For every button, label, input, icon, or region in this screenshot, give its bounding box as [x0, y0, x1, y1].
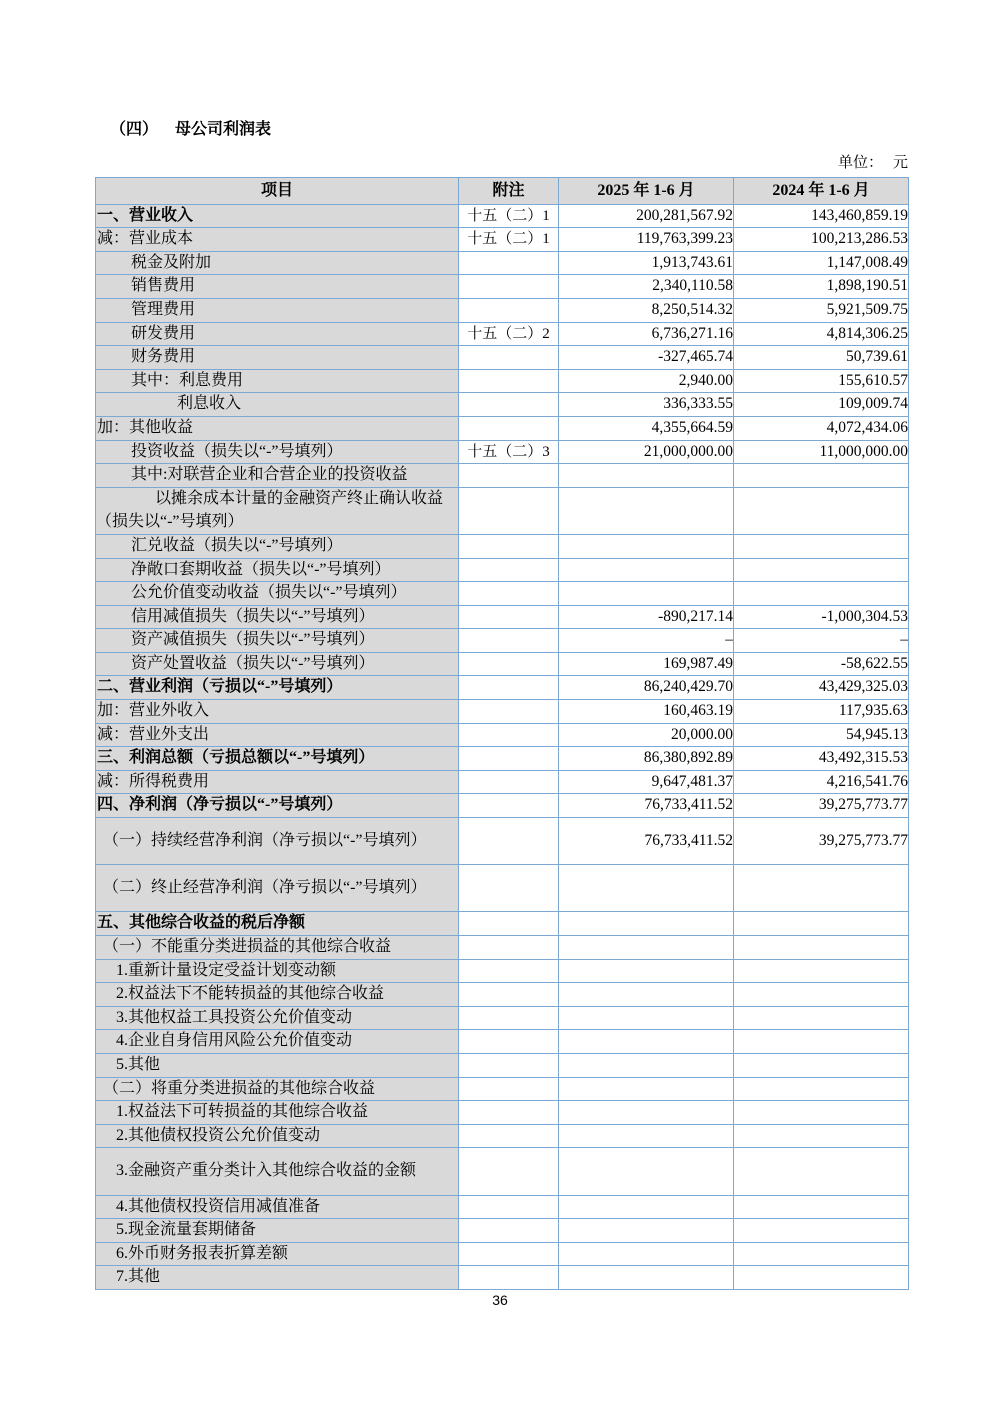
- value-2025-cell: [559, 1124, 734, 1148]
- table-row: [96, 700, 909, 724]
- item-cell: 3.金融资产重分类计入其他综合收益的金额: [96, 1148, 459, 1195]
- item-cell: 公允价值变动收益（损失以“-”号填列）: [96, 582, 459, 606]
- note-cell: [459, 464, 559, 488]
- table-row: [96, 676, 909, 700]
- value-2024-cell: 109,009.74: [734, 393, 909, 417]
- value-2024-cell: 100,213,286.53: [734, 228, 909, 252]
- value-2025-cell: [559, 1219, 734, 1243]
- value-2024-cell: 1,898,190.51: [734, 275, 909, 299]
- table-row: [96, 1030, 909, 1054]
- note-cell: [459, 369, 559, 393]
- value-2025-cell: 86,240,429.70: [559, 676, 734, 700]
- table-row: [96, 652, 909, 676]
- note-cell: 十五（二）1: [459, 228, 559, 252]
- table-row: [96, 204, 909, 228]
- value-2025-cell: 160,463.19: [559, 700, 734, 724]
- item-cell: 资产处置收益（损失以“-”号填列）: [96, 652, 459, 676]
- value-2024-cell: 11,000,000.00: [734, 440, 909, 464]
- value-2025-cell: [559, 464, 734, 488]
- value-2025-cell: 21,000,000.00: [559, 440, 734, 464]
- note-cell: [459, 605, 559, 629]
- item-cell: 四、净利润（净亏损以“-”号填列）: [96, 794, 459, 818]
- table-row: [96, 794, 909, 818]
- table-row: [96, 959, 909, 983]
- item-cell: 1.权益法下可转损益的其他综合收益: [96, 1101, 459, 1125]
- note-cell: [459, 416, 559, 440]
- value-2024-cell: 5,921,509.75: [734, 298, 909, 322]
- header-item: 项目: [96, 178, 459, 205]
- item-cell: （一）持续经营净利润（净亏损以“-”号填列）: [96, 818, 459, 865]
- value-2024-cell: 143,460,859.19: [734, 204, 909, 228]
- value-2025-cell: [559, 534, 734, 558]
- value-2024-cell: [734, 487, 909, 534]
- note-cell: [459, 1077, 559, 1101]
- table-row: [96, 440, 909, 464]
- value-2025-cell: [559, 582, 734, 606]
- table-row: [96, 275, 909, 299]
- value-2024-cell: 39,275,773.77: [734, 818, 909, 865]
- title-text: 母公司利润表: [175, 121, 272, 138]
- table-header-row: [96, 178, 909, 205]
- note-cell: [459, 912, 559, 936]
- item-cell: 6.外币财务报表折算差额: [96, 1242, 459, 1266]
- note-cell: [459, 1053, 559, 1077]
- value-2024-cell: [734, 582, 909, 606]
- page-number: 36: [492, 1292, 508, 1308]
- item-cell: 净敞口套期收益（损失以“-”号填列）: [96, 558, 459, 582]
- note-cell: [459, 865, 559, 912]
- value-2024-cell: [734, 558, 909, 582]
- item-cell: 其中:对联营企业和合营企业的投资收益: [96, 464, 459, 488]
- item-cell: 2.权益法下不能转损益的其他综合收益: [96, 983, 459, 1007]
- value-2024-cell: 43,492,315.53: [734, 747, 909, 771]
- note-cell: [459, 629, 559, 653]
- value-2025-cell: 9,647,481.37: [559, 770, 734, 794]
- value-2024-cell: –: [734, 629, 909, 653]
- value-2025-cell: [559, 1195, 734, 1219]
- item-cell: 以摊余成本计量的金融资产终止确认收益（损失以“-”号填列）: [96, 487, 459, 534]
- item-cell: 减：营业成本: [96, 228, 459, 252]
- unit-label: 单位：: [837, 155, 883, 171]
- item-cell: 2.其他债权投资公允价值变动: [96, 1124, 459, 1148]
- table-row: [96, 723, 909, 747]
- value-2024-cell: [734, 1053, 909, 1077]
- value-2025-cell: [559, 1030, 734, 1054]
- value-2024-cell: [734, 1101, 909, 1125]
- note-cell: [459, 275, 559, 299]
- item-cell: 五、其他综合收益的税后净额: [96, 912, 459, 936]
- unit-value: 元: [892, 155, 908, 171]
- table-row: [96, 605, 909, 629]
- value-2024-cell: 155,610.57: [734, 369, 909, 393]
- section-number: （四）: [110, 121, 159, 138]
- value-2025-cell: [559, 1242, 734, 1266]
- table-row: [96, 1242, 909, 1266]
- note-cell: [459, 298, 559, 322]
- note-cell: [459, 1148, 559, 1195]
- item-cell: 投资收益（损失以“-”号填列）: [96, 440, 459, 464]
- value-2024-cell: 117,935.63: [734, 700, 909, 724]
- value-2025-cell: 76,733,411.52: [559, 794, 734, 818]
- table-row: [96, 747, 909, 771]
- note-cell: [459, 936, 559, 960]
- value-2025-cell: [559, 1101, 734, 1125]
- note-cell: [459, 770, 559, 794]
- table-row: [96, 1266, 909, 1290]
- item-cell: 管理费用: [96, 298, 459, 322]
- table-row: [96, 1077, 909, 1101]
- table-row: [96, 1148, 909, 1195]
- value-2025-cell: 2,940.00: [559, 369, 734, 393]
- note-cell: [459, 1124, 559, 1148]
- value-2024-cell: [734, 1006, 909, 1030]
- table-row: [96, 346, 909, 370]
- table-row: [96, 865, 909, 912]
- note-cell: [459, 1006, 559, 1030]
- header-2024: 2024 年 1-6 月: [734, 178, 909, 205]
- value-2024-cell: [734, 1030, 909, 1054]
- note-cell: [459, 818, 559, 865]
- table-row: [96, 818, 909, 865]
- item-cell: 税金及附加: [96, 251, 459, 275]
- item-cell: 加：营业外收入: [96, 700, 459, 724]
- value-2024-cell: [734, 1077, 909, 1101]
- value-2025-cell: 200,281,567.92: [559, 204, 734, 228]
- value-2024-cell: 54,945.13: [734, 723, 909, 747]
- table-row: [96, 487, 909, 534]
- item-cell: 4.企业自身信用风险公允价值变动: [96, 1030, 459, 1054]
- table-row: [96, 1124, 909, 1148]
- item-cell: 研发费用: [96, 322, 459, 346]
- value-2025-cell: [559, 865, 734, 912]
- value-2025-cell: [559, 1006, 734, 1030]
- table-row: [96, 322, 909, 346]
- value-2024-cell: [734, 959, 909, 983]
- item-cell: 3.其他权益工具投资公允价值变动: [96, 1006, 459, 1030]
- note-cell: [459, 747, 559, 771]
- value-2025-cell: 20,000.00: [559, 723, 734, 747]
- note-cell: [459, 582, 559, 606]
- table-row: [96, 464, 909, 488]
- value-2025-cell: [559, 1053, 734, 1077]
- table-row: [96, 629, 909, 653]
- table-row: [96, 393, 909, 417]
- table-row: [96, 416, 909, 440]
- value-2024-cell: 43,429,325.03: [734, 676, 909, 700]
- item-cell: 销售费用: [96, 275, 459, 299]
- note-cell: [459, 251, 559, 275]
- value-2025-cell: 2,340,110.58: [559, 275, 734, 299]
- value-2024-cell: [734, 1124, 909, 1148]
- item-cell: 信用减值损失（损失以“-”号填列）: [96, 605, 459, 629]
- item-cell: （一）不能重分类进损益的其他综合收益: [96, 936, 459, 960]
- value-2025-cell: [559, 959, 734, 983]
- note-cell: 十五（二）2: [459, 322, 559, 346]
- value-2025-cell: 169,987.49: [559, 652, 734, 676]
- note-cell: [459, 700, 559, 724]
- value-2024-cell: [734, 1148, 909, 1195]
- note-cell: [459, 1242, 559, 1266]
- item-cell: （二）终止经营净利润（净亏损以“-”号填列）: [96, 865, 459, 912]
- note-cell: [459, 1219, 559, 1243]
- value-2025-cell: 336,333.55: [559, 393, 734, 417]
- item-cell: 利息收入: [96, 393, 459, 417]
- value-2025-cell: [559, 1077, 734, 1101]
- value-2024-cell: 50,739.61: [734, 346, 909, 370]
- note-cell: [459, 1030, 559, 1054]
- value-2024-cell: 39,275,773.77: [734, 794, 909, 818]
- table-row: [96, 582, 909, 606]
- value-2025-cell: [559, 1148, 734, 1195]
- note-cell: [459, 346, 559, 370]
- income-statement-table: [95, 177, 909, 1290]
- value-2025-cell: 8,250,514.32: [559, 298, 734, 322]
- table-row: [96, 936, 909, 960]
- note-cell: [459, 1266, 559, 1290]
- value-2025-cell: 86,380,892.89: [559, 747, 734, 771]
- value-2025-cell: [559, 912, 734, 936]
- value-2024-cell: [734, 865, 909, 912]
- value-2025-cell: 1,913,743.61: [559, 251, 734, 275]
- value-2025-cell: [559, 936, 734, 960]
- value-2025-cell: [559, 1266, 734, 1290]
- note-cell: [459, 723, 559, 747]
- note-cell: [459, 1195, 559, 1219]
- table-row: [96, 912, 909, 936]
- item-cell: 资产减值损失（损失以“-”号填列）: [96, 629, 459, 653]
- note-cell: [459, 487, 559, 534]
- value-2025-cell: –: [559, 629, 734, 653]
- item-cell: 一、营业收入: [96, 204, 459, 228]
- table-row: [96, 558, 909, 582]
- table-row: [96, 369, 909, 393]
- value-2025-cell: 76,733,411.52: [559, 818, 734, 865]
- table-row: [96, 770, 909, 794]
- note-cell: [459, 558, 559, 582]
- table-row: [96, 298, 909, 322]
- item-cell: 加：其他收益: [96, 416, 459, 440]
- note-cell: [459, 393, 559, 417]
- unit-note: [838, 151, 908, 172]
- item-cell: 7.其他: [96, 1266, 459, 1290]
- value-2024-cell: [734, 912, 909, 936]
- item-cell: 其中：利息费用: [96, 369, 459, 393]
- note-cell: [459, 676, 559, 700]
- item-cell: （二）将重分类进损益的其他综合收益: [96, 1077, 459, 1101]
- value-2024-cell: 4,814,306.25: [734, 322, 909, 346]
- value-2024-cell: [734, 936, 909, 960]
- value-2024-cell: -58,622.55: [734, 652, 909, 676]
- item-cell: 减：营业外支出: [96, 723, 459, 747]
- value-2025-cell: [559, 487, 734, 534]
- value-2024-cell: [734, 1242, 909, 1266]
- note-cell: [459, 652, 559, 676]
- table-row: [96, 1053, 909, 1077]
- table-row: [96, 1219, 909, 1243]
- table-row: [96, 1006, 909, 1030]
- note-cell: [459, 534, 559, 558]
- table-row: [96, 1195, 909, 1219]
- item-cell: 财务费用: [96, 346, 459, 370]
- item-cell: 1.重新计量设定受益计划变动额: [96, 959, 459, 983]
- item-cell: 二、营业利润（亏损以“-”号填列）: [96, 676, 459, 700]
- table-body: [96, 204, 909, 1289]
- item-cell: 5.现金流量套期储备: [96, 1219, 459, 1243]
- value-2024-cell: [734, 983, 909, 1007]
- value-2024-cell: -1,000,304.53: [734, 605, 909, 629]
- table-row: [96, 983, 909, 1007]
- item-cell: 4.其他债权投资信用减值准备: [96, 1195, 459, 1219]
- value-2025-cell: -890,217.14: [559, 605, 734, 629]
- table-row: [96, 251, 909, 275]
- item-cell: 汇兑收益（损失以“-”号填列）: [96, 534, 459, 558]
- note-cell: [459, 1101, 559, 1125]
- value-2025-cell: 6,736,271.16: [559, 322, 734, 346]
- value-2024-cell: 4,216,541.76: [734, 770, 909, 794]
- value-2024-cell: [734, 464, 909, 488]
- value-2025-cell: 119,763,399.23: [559, 228, 734, 252]
- note-cell: 十五（二）1: [459, 204, 559, 228]
- value-2025-cell: [559, 558, 734, 582]
- value-2024-cell: 1,147,008.49: [734, 251, 909, 275]
- value-2025-cell: 4,355,664.59: [559, 416, 734, 440]
- value-2024-cell: [734, 534, 909, 558]
- table-row: [96, 1101, 909, 1125]
- table-row: [96, 228, 909, 252]
- header-note: 附注: [459, 178, 559, 205]
- note-cell: [459, 794, 559, 818]
- table-row: [96, 534, 909, 558]
- note-cell: [459, 983, 559, 1007]
- page-title: [110, 116, 271, 139]
- value-2024-cell: [734, 1266, 909, 1290]
- value-2024-cell: [734, 1195, 909, 1219]
- note-cell: 十五（二）3: [459, 440, 559, 464]
- item-cell: 5.其他: [96, 1053, 459, 1077]
- value-2024-cell: 4,072,434.06: [734, 416, 909, 440]
- value-2024-cell: [734, 1219, 909, 1243]
- value-2025-cell: [559, 983, 734, 1007]
- item-cell: 三、利润总额（亏损总额以“-”号填列）: [96, 747, 459, 771]
- item-cell: 减：所得税费用: [96, 770, 459, 794]
- note-cell: [459, 959, 559, 983]
- value-2025-cell: -327,465.74: [559, 346, 734, 370]
- header-2025: 2025 年 1-6 月: [559, 178, 734, 205]
